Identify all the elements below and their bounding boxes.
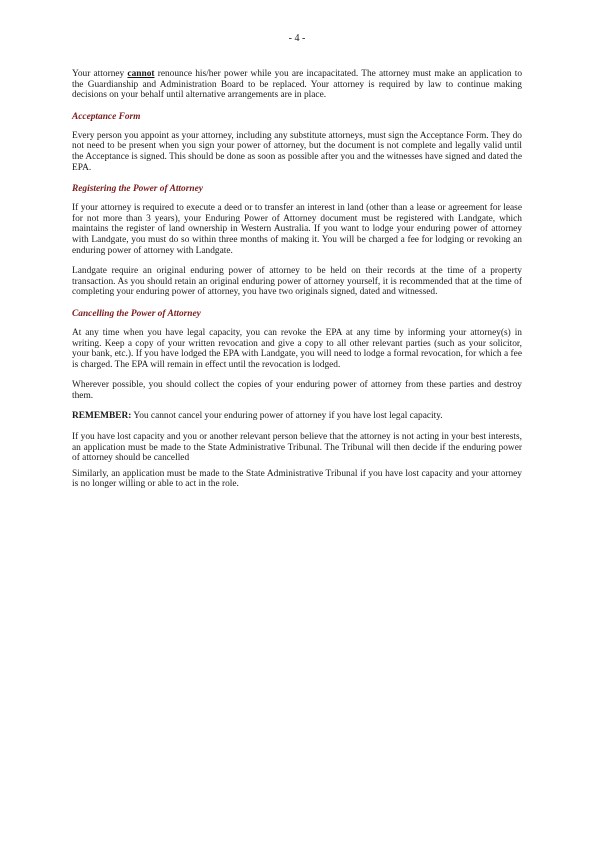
tribunal-paragraph-2: Similarly, an application must be made to the State Administrative Tribunal if you have lost capacity and your attorney is no longer willing or able to act in the role. [72, 468, 522, 490]
document-body [72, 69, 522, 490]
renounce-text-start: Your attorney [72, 69, 128, 79]
acceptance-form-paragraph: Every person you appoint as your attorney, including any substitute attorneys, must sign the Acceptance Form. They do not need to be present when you sign your power of attorney, but the document is not complete and legally valid until the Acceptance is signed. This should be done as soon as possible after you and the witnesses have signed and dated the EPA. [72, 130, 522, 173]
registering-paragraph-2: Landgate require an original enduring power of attorney to be held on their records at the time of a property transaction. As you should retain an original enduring power of attorney yourself, it is recommended that at the time of completing your enduring power of attorney, you have two originals signed, dated and witnessed. [72, 266, 522, 298]
cancelling-paragraph-2: Wherever possible, you should collect the copies of your enduring power of attorney from these parties and destroy them. [72, 380, 522, 401]
registering-paragraph-1: If your attorney is required to execute a deed or to transfer an interest in land (other than a lease or agreement for lease for not more than 3 years), your Enduring Power of Attorney document must be registered with Landgate, which maintains the register of land ownership in Western Australia. If you want to lodge your enduring power of attorney with Landgate, you must do so within three months of making it. You will be charged a fee for lodging or revoking an enduring power of attorney with Landgate. [72, 203, 522, 256]
renounce-paragraph [72, 69, 522, 101]
remember-text: You cannot cancel your enduring power of attorney if you have lost legal capacity. [131, 411, 443, 422]
acceptance-form-heading: Acceptance Form [72, 111, 141, 122]
page-number: - 4 - [288, 33, 306, 44]
renounce-text-end: renounce his/her power while you are incapacitated. The attorney must make an application to the Guardianship and Administration Board to be replaced. Your attorney is required by law to continue making decisions on your behalf until alternative arrangements are in place. [72, 69, 523, 101]
cancelling-heading: Cancelling the Power of Attorney [72, 308, 201, 319]
remember-note [72, 411, 522, 422]
cannot-emphasis: cannot [127, 69, 155, 79]
tribunal-paragraph-1: If you have lost capacity and you or another relevant person believe that the attorney is not acting in your best interests, an application must be made to the State Administrative Tribunal. The Tribunal will then decide if the enduring power of attorney should be cancelled [72, 432, 522, 464]
remember-label: REMEMBER: [72, 411, 132, 422]
registering-heading: Registering the Power of Attorney [72, 184, 203, 195]
cancelling-paragraph-1: At any time when you have legal capacity, you can revoke the EPA at any time by informing your attorney(s) in writing. Keep a copy of your written revocation and give a copy to all other relevant parties (such as your solicitor, your bank, etc.). If you have lodged the EPA with Landgate, you will need to lodge a formal revocation, for which a fee is charged. The EPA will remain in effect until the revocation is lodged. [72, 327, 522, 370]
